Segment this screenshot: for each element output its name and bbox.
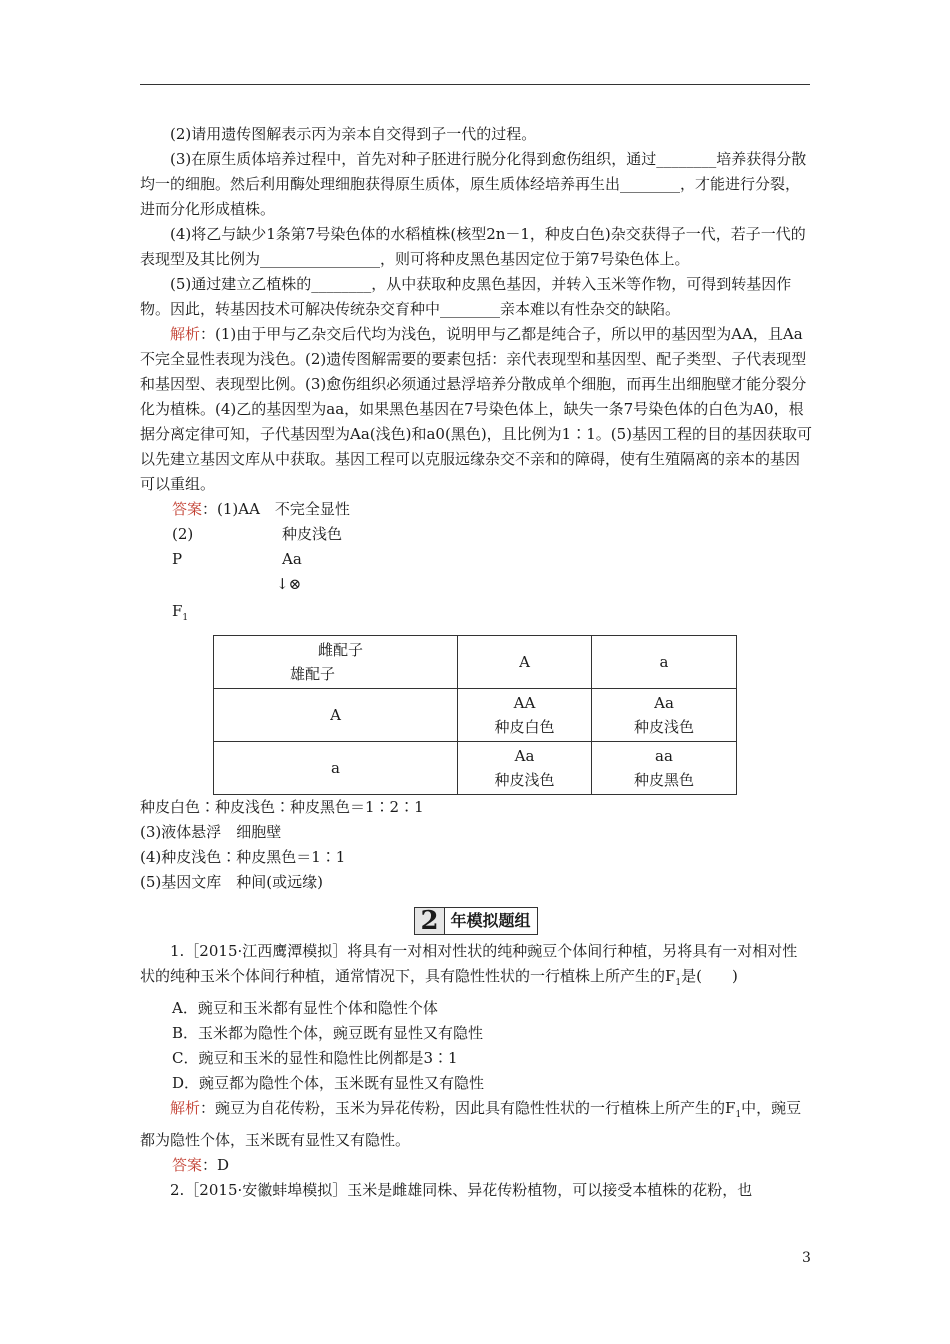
f1-label	[140, 599, 812, 631]
header-rule	[140, 84, 810, 85]
parent-genotype: Aa	[282, 550, 302, 568]
punnett-header-row	[214, 636, 737, 689]
analysis-text-end: 中，豌豆都为隐性个体，玉米既有显性又有隐性。	[140, 1099, 802, 1149]
cell-genotype: AA	[513, 694, 536, 712]
cell-phenotype: 种皮浅色	[633, 718, 694, 736]
f1-letter: F	[172, 602, 183, 620]
answer-value: ：D	[202, 1156, 230, 1174]
cell-phenotype: 种皮白色	[494, 718, 555, 736]
section-heading	[140, 907, 812, 935]
option-b: B．玉米都为隐性个体，豌豆既有显性又有隐性	[172, 1024, 484, 1042]
option-c: C．豌豆和玉米的显性和隐性比例都是3∶1	[172, 1049, 458, 1067]
punnett-cell	[592, 742, 737, 795]
question-2-stem: 2.［2015·安徽蚌埠模拟］玉米是雌雄同株、异花传粉植物，可以接受本植株的花粉，也	[170, 1181, 753, 1199]
section-number: 2	[415, 908, 443, 934]
question-3: (3)在原生质体培养过程中，首先对种子胚进行脱分化得到愈伤组织，通过________培养获得分散均一的细胞。然后利用酶处理细胞获得原生质体，原生质体经培养再生出________，才能进行分裂，进而分化形成植株。	[140, 150, 807, 218]
section-badge	[414, 907, 537, 935]
punnett-corner-cell	[214, 636, 458, 689]
cell-genotype: Aa	[654, 694, 674, 712]
option-d: D．豌豆都为隐性个体，玉米既有显性又有隐性	[172, 1074, 485, 1092]
parent-label: P	[172, 550, 183, 568]
male-gamete-header: 雄配子	[290, 665, 336, 683]
question-1-stem-text: 1.［2015·江西鹰潭模拟］将具有一对相对性状的纯种豌豆个体间行种植，另将具有一对相对性状的纯种玉米个体间行种植，通常情况下，具有隐性性状的一行植株上所产生的F	[140, 942, 798, 985]
answer-2-number: (2)	[172, 525, 194, 543]
female-gamete-A: A	[458, 636, 592, 689]
answer-3: (3)液体悬浮 细胞壁	[140, 823, 282, 841]
question-1-analysis	[140, 1096, 812, 1153]
question-2: (2)请用遗传图解表示丙为亲本自交得到子一代的过程。	[170, 125, 537, 143]
analysis-label: 解析	[170, 325, 201, 343]
selfing-arrow-symbol: ↓⊗	[276, 575, 302, 593]
question-1-stem-end: 是( )	[681, 967, 738, 985]
question-5: (5)通过建立乙植株的________，从中获取种皮黑色基因，并转入玉米等作物，可得到转基因作物。因此，转基因技术可解决传统杂交育种中________亲本难以有性杂交的缺陷。	[140, 275, 792, 318]
phenotype-ratio: 种皮白色∶种皮浅色∶种皮黑色＝1∶2∶1	[140, 798, 424, 816]
question-1-stem	[140, 939, 812, 996]
answer-label: 答案	[172, 1156, 203, 1174]
answer-line-1	[140, 497, 812, 522]
parent-phenotype: 种皮浅色	[282, 525, 343, 543]
male-gamete-A: A	[214, 689, 458, 742]
stem-subscript: 1	[675, 978, 682, 988]
punnett-row	[214, 742, 737, 795]
female-gamete-header: 雌配子	[318, 641, 364, 659]
answer-label: 答案	[172, 500, 203, 518]
answer-1: ：(1)AA 不完全显性	[202, 500, 350, 518]
page-number: 3	[802, 1250, 811, 1266]
cell-phenotype: 种皮浅色	[494, 771, 555, 789]
male-gamete-a: a	[214, 742, 458, 795]
cell-phenotype: 种皮黑色	[633, 771, 694, 789]
answer-line-2	[140, 522, 812, 547]
punnett-cell	[458, 689, 592, 742]
answer-4: (4)种皮浅色∶种皮黑色＝1∶1	[140, 848, 346, 866]
cell-genotype: Aa	[514, 747, 535, 765]
selfing-row	[140, 572, 812, 597]
option-a: A．豌豆和玉米都有显性个体和隐性个体	[172, 999, 438, 1017]
punnett-row	[214, 689, 737, 742]
answer-5: (5)基因文库 种间(或远缘)	[140, 873, 323, 891]
analysis-paragraph	[140, 322, 812, 497]
question-4: (4)将乙与缺少1条第7号染色体的水稻植株(核型2n－1，种皮白色)杂交获得子一代，若子一代的表现型及其比例为________________，则可将种皮黑色基因定位于第7号染色体上。	[140, 225, 806, 268]
female-gamete-a: a	[592, 636, 737, 689]
page-content	[140, 122, 812, 1203]
question-1-answer	[140, 1153, 812, 1178]
analysis-text: ：豌豆为自花传粉，玉米为异花传粉，因此具有隐性性状的一行植株上所产生的F	[200, 1099, 736, 1117]
punnett-square	[213, 635, 737, 795]
f1-subscript: 1	[182, 613, 189, 623]
analysis-text: ：(1)由于甲与乙杂交后代均为浅色，说明甲与乙都是纯合子，所以甲的基因型为AA，且Aa不完全显性表现为浅色。(2)遗传图解需要的要素包括：亲代表现型和基因型、配子类型、子代表现型和基因型、表现型比例。(3)愈伤组织必须通过悬浮培养分散成单个细胞，而再生出细胞壁才能分裂分化为植株。(4)乙的基因型为aa，如果黑色基因在7号染色体上，缺失一条7号染色体的白色为A0，根据分离定律可知，子代基因型为Aa(浅色)和a0(黑色)，且比例为1∶1。(5)基因工程的目的基因获取可以先建立基因文库从中获取。基因工程可以克服远缘杂交不亲和的障碍，使有生殖隔离的亲本的基因可以重组。	[140, 325, 813, 493]
punnett-cell	[458, 742, 592, 795]
analysis-label: 解析	[170, 1099, 201, 1117]
section-title: 年模拟题组	[444, 908, 537, 934]
cell-genotype: aa	[655, 747, 673, 765]
punnett-cell	[592, 689, 737, 742]
analysis-subscript: 1	[735, 1110, 742, 1120]
parent-row	[140, 547, 812, 572]
